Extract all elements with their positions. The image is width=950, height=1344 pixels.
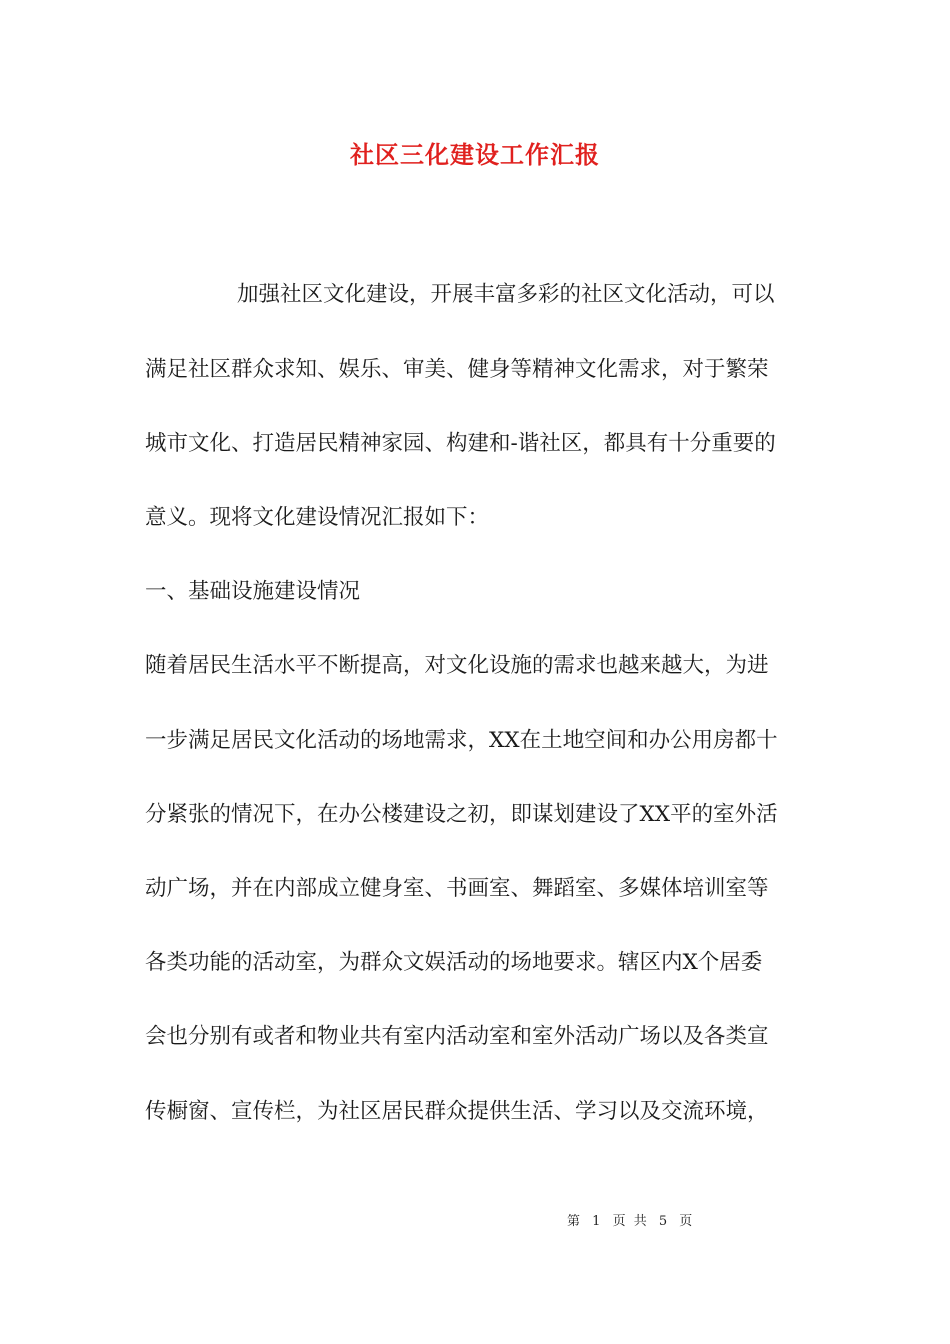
body-line: 分紧张的情况下，在办公楼建设之初，即谋划建设了XX平的室外活 — [145, 802, 778, 827]
footer-middle: 页 共 — [612, 1214, 647, 1229]
footer-page-total: 5 — [658, 1214, 668, 1229]
body-line: 会也分别有或者和物业共有室内活动室和室外活动广场以及各类宣 — [145, 1024, 769, 1049]
document-title: 社区三化建设工作汇报 — [350, 140, 600, 169]
body-line: 加强社区文化建设，开展丰富多彩的社区文化活动，可以 — [237, 282, 775, 307]
footer-suffix: 页 — [679, 1214, 693, 1229]
footer-page-current: 1 — [592, 1214, 601, 1229]
body-line: 一步满足居民文化活动的场地需求，XX在土地空间和办公用房都十 — [145, 728, 778, 753]
body-line: 满足社区群众求知、娱乐、审美、健身等精神文化需求，对于繁荣 — [145, 357, 769, 382]
body-line: 随着居民生活水平不断提高，对文化设施的需求也越来越大，为进 — [145, 653, 769, 678]
body-line: 各类功能的活动室，为群众文娱活动的场地要求。辖区内X个居委 — [145, 950, 763, 975]
body-line: 传橱窗、宣传栏，为社区居民群众提供生活、学习以及交流环境， — [145, 1099, 769, 1124]
page-footer — [565, 1210, 694, 1229]
section-heading: 一、基础设施建设情况 — [145, 579, 361, 604]
body-line: 意义。现将文化建设情况汇报如下： — [145, 505, 490, 530]
body-line: 城市文化、打造居民精神家园、构建和-谐社区，都具有十分重要的 — [145, 431, 776, 456]
footer-prefix: 第 — [567, 1214, 581, 1229]
body-line: 动广场，并在内部成立健身室、书画室、舞蹈室、多媒体培训室等 — [145, 876, 769, 901]
